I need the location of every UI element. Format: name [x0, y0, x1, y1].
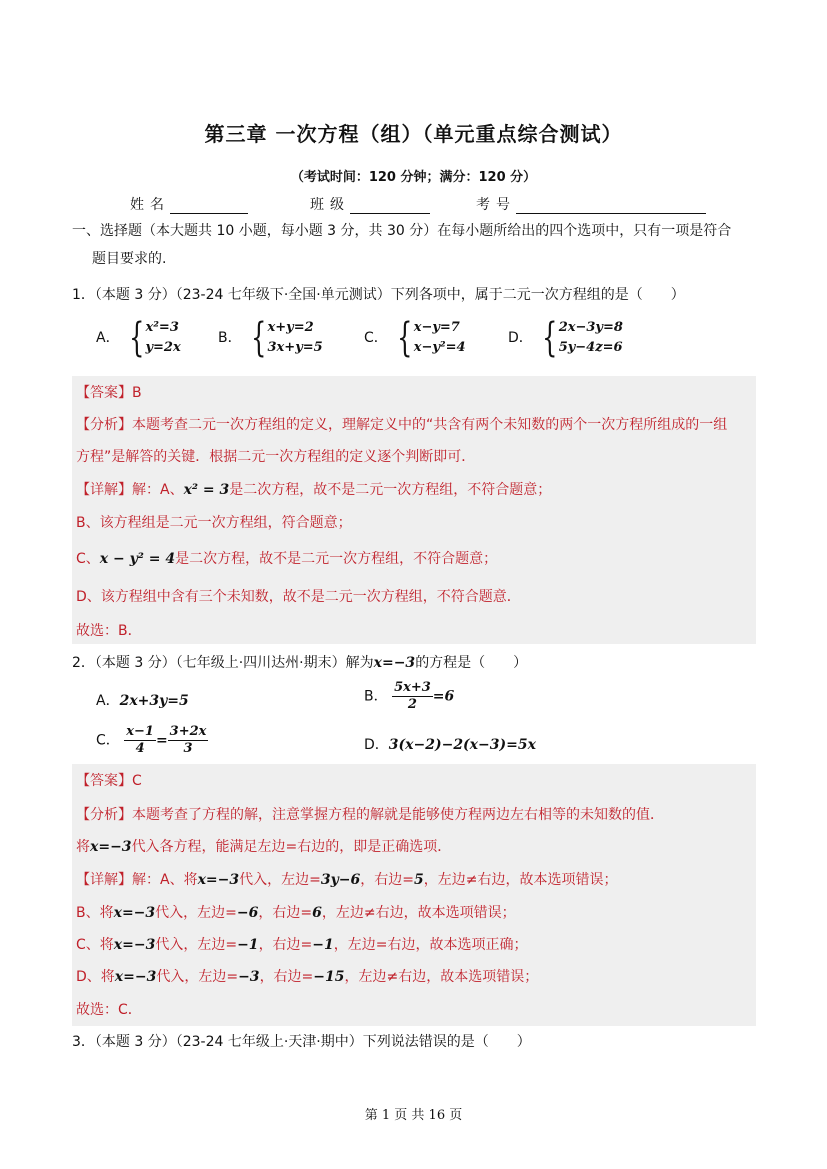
q1-b-eq1: x+y=2: [267, 320, 314, 335]
class-field: [310, 194, 430, 214]
detail-text: C、: [76, 551, 100, 567]
q1-detail-a: [76, 479, 551, 499]
detail-math: −1: [312, 937, 334, 953]
detail-math: x=−3: [113, 937, 156, 953]
detail-math: x=−3: [114, 969, 157, 985]
detail-text: ，左边≠右边，故本选项错误；: [423, 872, 618, 888]
detail-text: 代入，左边=: [239, 872, 321, 888]
q1-detail-d: D、该方程组中含有三个未知数，故不是二元一次方程组，不符合题意．: [76, 589, 521, 605]
detail-math: x=−3: [113, 905, 156, 921]
q2-analysis-line2: [76, 836, 451, 856]
detail-text: 解：A、将: [132, 872, 198, 888]
q2-analysis-line1: [76, 804, 664, 824]
detail-math: 6: [312, 905, 322, 921]
q1-detail-c: [76, 548, 497, 568]
detail-tag: 【详解】: [76, 872, 132, 888]
q1-b-eq2: 3x+y=5: [267, 340, 323, 355]
detail-math: −6: [236, 905, 259, 921]
q1-stem: 1．（本题 3 分）（23-24 七年级下·全国·单元测试）下列各项中，属于二元一次方程组的是（ ）: [72, 287, 685, 303]
detail-text: 代入，左边=: [155, 905, 237, 921]
detail-text: 代入，左边=: [155, 937, 238, 953]
q1-detail-b: B、该方程组是二元一次方程组，符合题意；: [76, 515, 352, 531]
q1-a-eq2: y=2x: [145, 340, 181, 355]
q1-analysis-line2: 方程”是解答的关键．根据二元一次方程组的定义逐个判断即可．: [76, 449, 476, 465]
q2-choose: 故选：C．: [76, 1002, 142, 1018]
q1-a-eq1: x²=3: [145, 320, 179, 335]
q1-option-c: C． { x−y=7 x−y²=4: [364, 315, 466, 361]
q2-detail-d: [76, 966, 538, 986]
option-math: =6: [432, 688, 455, 705]
q2-option-d: [364, 734, 536, 754]
q1-option-a: A． { x²=3 y=2x: [96, 315, 181, 361]
detail-tag: 【详解】: [76, 482, 132, 498]
section-heading-line2: 题目要求的.: [92, 251, 167, 267]
q2-stem: [72, 652, 527, 672]
analysis-text: 将: [76, 839, 90, 855]
detail-math: −3: [238, 969, 260, 985]
stem-text: 2．（本题 3 分）（七年级上·四川达州·期末）解为: [72, 655, 374, 671]
q1-option-d: D． { 2x−3y=8 5y−4z=6: [508, 315, 623, 361]
analysis-text: 本题考查了方程的解，注意掌握方程的解就是能够使方程两边左右相等的未知数的值．: [132, 807, 664, 823]
q1-option-b: B． { x+y=2 3x+y=5: [218, 315, 323, 361]
q1-c-eq1: x−y=7: [413, 320, 460, 335]
name-field: [130, 194, 248, 214]
q2-answer: 【答案】C: [76, 773, 142, 789]
option-label: B．: [218, 330, 242, 346]
detail-text: D、将: [76, 969, 115, 985]
option-label: C．: [96, 732, 120, 749]
analysis-math: x=−3: [90, 839, 132, 855]
analysis-tag: 【分析】: [76, 417, 132, 433]
detail-text: ，左边≠右边，故本选项错误；: [344, 969, 539, 985]
frac-denominator: 4: [135, 741, 145, 756]
frac-numerator: 3+2x: [169, 724, 207, 739]
section-heading-line1: 一、选择题（本大题共 10 小题，每小题 3 分，共 30 分）在每小题所给出的四个选项中，只有一项是符合: [72, 223, 732, 239]
q3-stem: 3．（本题 3 分）（23-24 七年级上·天津·期中）下列说法错误的是（ ）: [72, 1034, 531, 1050]
name-blank: [170, 197, 248, 214]
option-label: D．: [508, 330, 533, 346]
detail-math: x² = 3: [183, 482, 230, 498]
q2-detail-b: [76, 902, 516, 922]
number-label: 考号: [476, 197, 516, 213]
stem-math: x=−3: [373, 655, 416, 671]
number-blank: [516, 197, 706, 214]
option-math: =: [155, 732, 168, 749]
class-blank: [350, 197, 430, 214]
q2-option-a: [96, 690, 189, 710]
q1-c-eq2: x−y²=4: [413, 340, 466, 355]
q1-choose: 故选：B．: [76, 623, 142, 639]
detail-text: ，右边=: [258, 937, 313, 953]
q1-d-eq1: 2x−3y=8: [558, 320, 623, 335]
detail-text: ，左边=右边，故本选项正确；: [333, 937, 528, 953]
detail-text: ，右边=: [360, 872, 414, 888]
frac-denominator: 2: [407, 697, 417, 712]
q1-analysis-line1: [76, 414, 727, 434]
detail-text: ，右边=: [258, 905, 313, 921]
option-label: A．: [96, 693, 120, 709]
detail-text: 是二次方程，故不是二元一次方程组，不符合题意；: [175, 551, 498, 567]
detail-math: −1: [237, 937, 259, 953]
detail-math: 3y−6: [320, 872, 361, 888]
detail-text: 是二次方程，故不是二元一次方程组，不符合题意；: [229, 482, 552, 498]
stem-text: 的方程是（ ）: [415, 655, 528, 671]
detail-text: 代入，左边=: [156, 969, 239, 985]
frac-numerator: 5x+3: [394, 680, 431, 695]
detail-math: −15: [313, 969, 345, 985]
detail-math: x=−3: [197, 872, 240, 888]
detail-text: C、将: [76, 937, 114, 953]
q2-detail-a: [76, 869, 617, 889]
exam-info: （考试时间：120 分钟；满分：120 分）: [290, 170, 537, 185]
analysis-text: 本题考查二元一次方程组的定义，理解定义中的“共含有两个未知数的两个一次方程所组成的一组: [132, 417, 728, 433]
option-label: B．: [364, 688, 388, 705]
page-title: 第三章 一次方程（组）（单元重点综合测试）: [204, 122, 623, 146]
analysis-text: 代入各方程，能满足左边=右边的，即是正确选项．: [131, 839, 452, 855]
frac-denominator: 3: [183, 741, 193, 756]
option-math: 2x+3y=5: [119, 693, 189, 709]
option-label: D．: [364, 737, 389, 753]
detail-math: 5: [413, 872, 424, 888]
number-field: [476, 194, 706, 214]
frac-numerator: x−1: [126, 724, 154, 739]
page-footer: 第 1 页 共 16 页: [364, 1108, 463, 1123]
q2-option-b: [364, 680, 454, 713]
class-label: 班级: [310, 197, 350, 213]
detail-math: x − y² = 4: [99, 551, 176, 567]
detail-text: 解：A、: [132, 482, 184, 498]
option-math: 3(x−2)−2(x−3)=5x: [388, 737, 536, 753]
q1-answer: 【答案】B: [76, 385, 142, 401]
detail-text: ，左边≠右边，故本选项错误；: [321, 905, 516, 921]
q1-d-eq2: 5y−4z=6: [558, 340, 623, 355]
q2-option-c: [96, 724, 208, 757]
detail-text: ，右边=: [259, 969, 314, 985]
name-label: 姓名: [130, 197, 170, 213]
option-label: A．: [96, 330, 120, 346]
analysis-tag: 【分析】: [76, 807, 132, 823]
option-label: C．: [364, 330, 388, 346]
detail-text: B、将: [76, 905, 114, 921]
q2-detail-c: [76, 934, 528, 954]
